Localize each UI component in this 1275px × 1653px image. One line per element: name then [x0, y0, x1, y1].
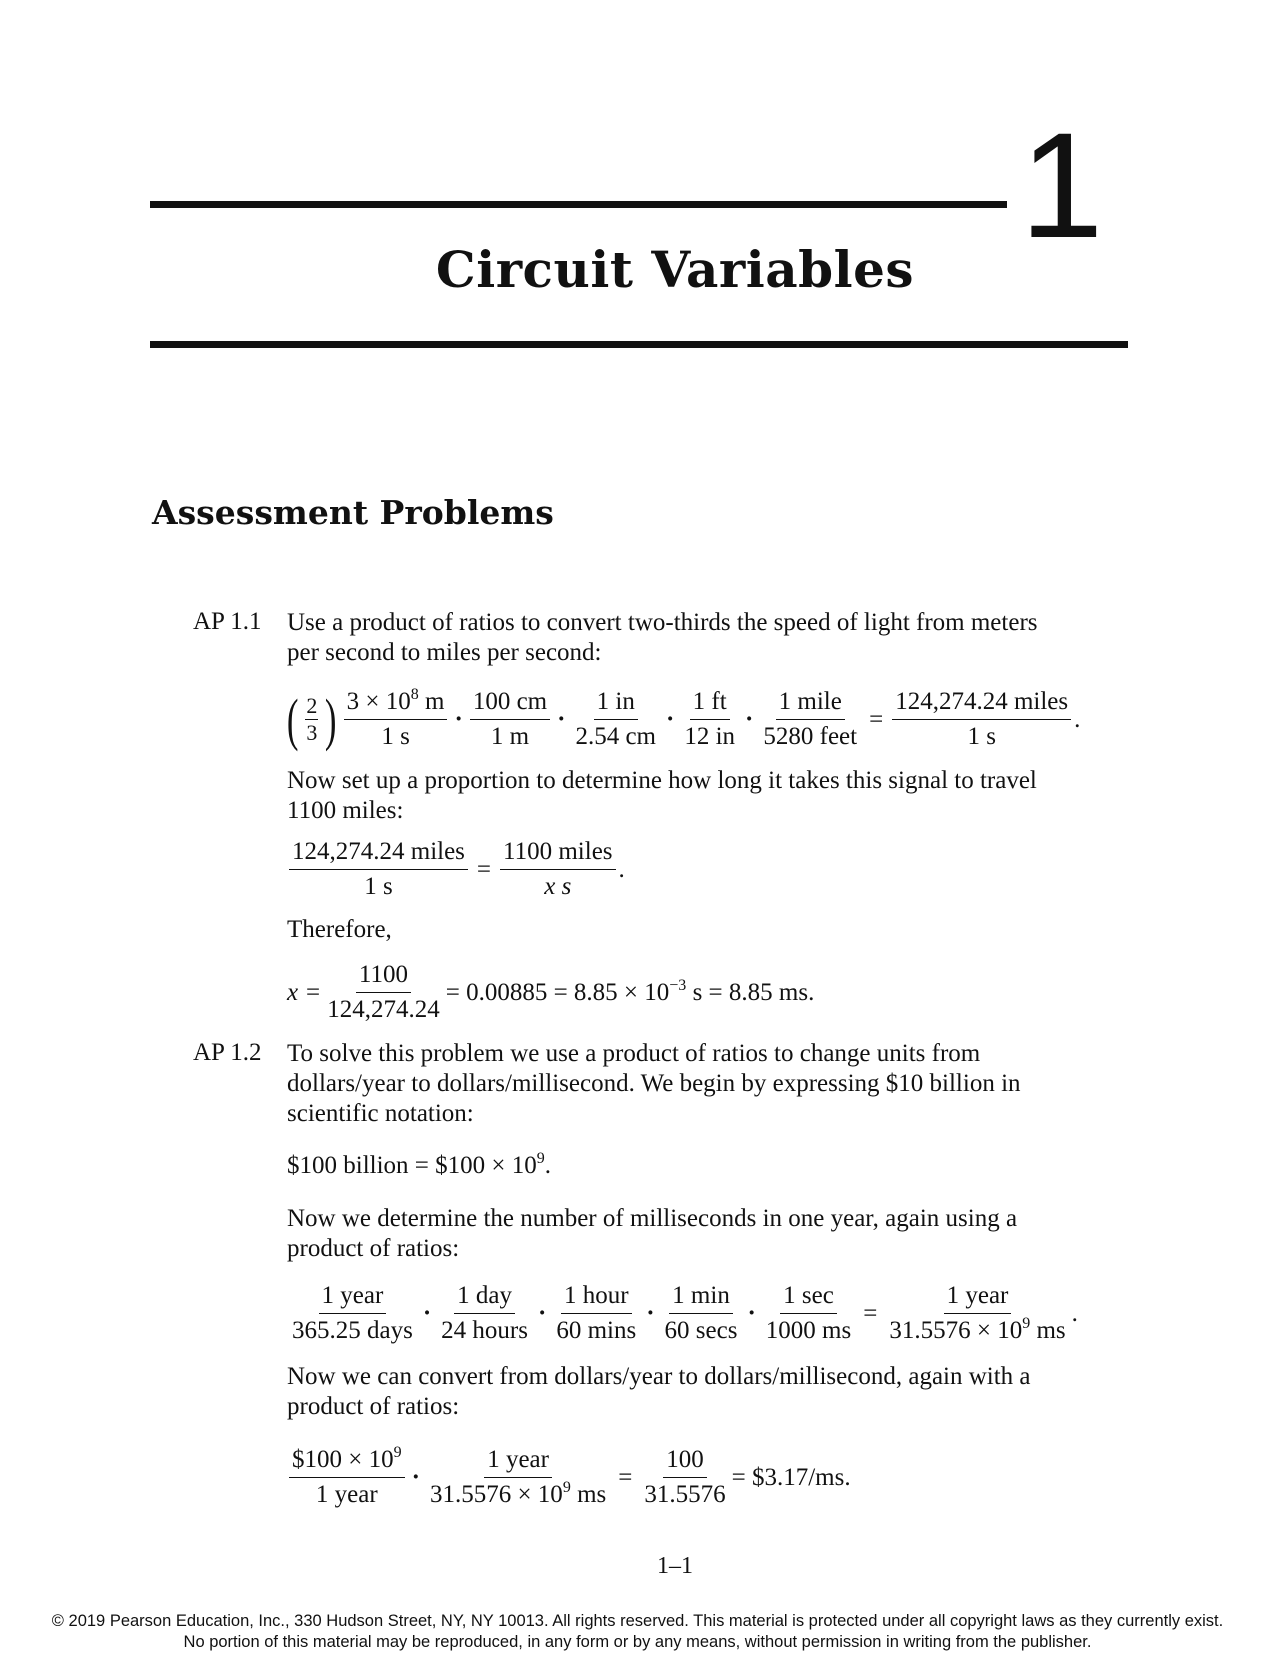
fraction-year-per-days: $\frac{\text{1 year}}{\text{365.25 days}}$ [292, 1282, 413, 1344]
ap12-mid-line1: Now we determine the number of milliseconds in one year, again using a [287, 1205, 1018, 1232]
fraction-hour-per-mins: $\frac{\text{1 hour}}{60 \min s}$ [556, 1282, 637, 1344]
copyright-notice [0, 1611, 1275, 1653]
ap11-speed-conversion-equation: ( $\frac{2}{3}$ ) $\frac{3 \times 10^8 m}{1 s}$ · $\frac{100 cm}{1 m}$ · $\frac{1 in}{2.54 cm}$ · $\frac{1 ft}{12 in}$ · $\frac{\text{1 mile}}{\text{5280 feet}}$ = $\frac{\text{124,274.24 miles}}{1 s}$ . [286, 686, 1081, 752]
fraction-1100-miles: $\frac{\text{1100 miles}}{\text{x s}}$ [500, 838, 616, 901]
chapter-title: Circuit Variables [435, 240, 915, 299]
ap11-result-equation: x = $\frac{1100}{124,274.24}$ = $0.00885 = 8.85 \times 10^{-3}$ s = 8.85 ms. [287, 961, 815, 1023]
copyright-line2: No portion of this material may be reproduced, in any form or by any means, without permission in writing from the publisher. [183, 1633, 1092, 1651]
ap11-intro-line1: Use a product of ratios to convert two-thirds the speed of light from meters [287, 609, 1038, 636]
fraction-1100-over-speed: $\frac{1100}{124,274.24}$ [327, 961, 440, 1023]
section-heading: Assessment Problems [152, 493, 554, 532]
fraction-day-per-hours: $\frac{\text{1 day}}{\text{24 hours}}$ [441, 1282, 528, 1344]
ap12-intro-line2: dollars/year to dollars/millisecond. We begin by expressing $10 billion in [287, 1070, 1021, 1097]
fraction-speed-of-light: $\frac{3 \times 10^8 m}{1 s}$ [344, 688, 448, 751]
problem-label-ap12: AP 1.2 [193, 1039, 262, 1066]
ap11-mid-line2: 1100 miles: [287, 797, 404, 824]
page-number: 1–1 [657, 1553, 693, 1579]
ap11-therefore: Therefore, [287, 916, 392, 943]
fraction-sec-per-ms: $\frac{1 \sec}{1000 ms}$ [765, 1282, 852, 1344]
fraction-two-thirds: $\frac{2}{3}$ [306, 693, 318, 745]
fraction-result-miles-per-s: $\frac{\text{124,274.24 miles}}{1 s}$ [892, 688, 1071, 751]
ap12-scientific-notation: $100 billion = $100 × $10^9$. [287, 1150, 551, 1179]
problem-label-ap11: AP 1.1 [193, 608, 262, 635]
chapter-top-rule [150, 201, 1007, 208]
fraction-min-per-secs: $\frac{1 \min}{60 \sec s}$ [664, 1282, 738, 1344]
fraction-ft-per-in: $\frac{1 ft}{12 in}$ [684, 688, 736, 750]
ap11-proportion-equation: $\frac{\text{124,274.24 miles}}{1 s}$ = $\frac{\text{1100 miles}}{\text{x s}}$ . [286, 838, 625, 901]
ap12-mid-line2: product of ratios: [287, 1235, 460, 1262]
fraction-miles-per-s: $\frac{\text{124,274.24 miles}}{1 s}$ [289, 838, 468, 901]
chapter-number: 1 [1020, 101, 1104, 269]
ap11-intro-line2: per second to miles per second: [287, 639, 602, 666]
ap12-end-line1: Now we can convert from dollars/year to dollars/millisecond, again with a [287, 1363, 1031, 1390]
chapter-bottom-rule [150, 341, 1128, 348]
fraction-in-per-cm: $\frac{1 in}{2.54 cm}$ [575, 688, 656, 750]
copyright-line1: © 2019 Pearson Education, Inc., 330 Hudson Street, NY, NY 10013. All rights reserved. This material is protected under all copyright laws as they currently exist. [51, 1612, 1224, 1630]
fraction-100-over-31: $\frac{100}{31.5576}$ [644, 1446, 726, 1508]
ap12-intro-line1: To solve this problem we use a product of ratios to change units from [287, 1040, 981, 1067]
fraction-cm-per-m: $\frac{100 cm}{1 m}$ [470, 688, 550, 751]
fraction-year-per-ms-2: $\frac{\text{1 year}}{31.5576 \times 10^9 ms}$ [429, 1446, 607, 1508]
ap12-end-line2: product of ratios: [287, 1393, 460, 1420]
fraction-mile-per-feet: $\frac{\text{1 mile}}{\text{5280 feet}}$ [763, 688, 858, 750]
fraction-year-per-ms: $\frac{\text{1 year}}{31.5576 \times 10^9 ms}$ [889, 1282, 1066, 1344]
ap12-dollars-per-ms-equation: $\frac{\$100 \times 10^9}{\text{1 year}}$ · $\frac{\text{1 year}}{31.5576 \times 10^9 ms}$ = $\frac{100}{31.5576}$ = $3.17/ms. [286, 1446, 851, 1509]
ap11-mid-line1: Now set up a proportion to determine how long it takes this signal to travel [287, 767, 1037, 794]
fraction-dollars-per-year: $\frac{\$100 \times 10^9}{\text{1 year}}$ [289, 1446, 405, 1509]
ap12-intro-line3: scientific notation: [287, 1100, 474, 1127]
ap12-ms-per-year-equation: $\frac{\text{1 year}}{\text{365.25 days}}$ · $\frac{\text{1 day}}{\text{24 hours}}$ · $\frac{\text{1 hour}}{60 \min s}$ · $\frac{1 \min}{60 \sec s}$ · $\frac{1 \sec}{1000 ms}$ = $\frac{\text{1 year}}{31.5576 \times 10^9 ms}$ . [286, 1282, 1078, 1345]
